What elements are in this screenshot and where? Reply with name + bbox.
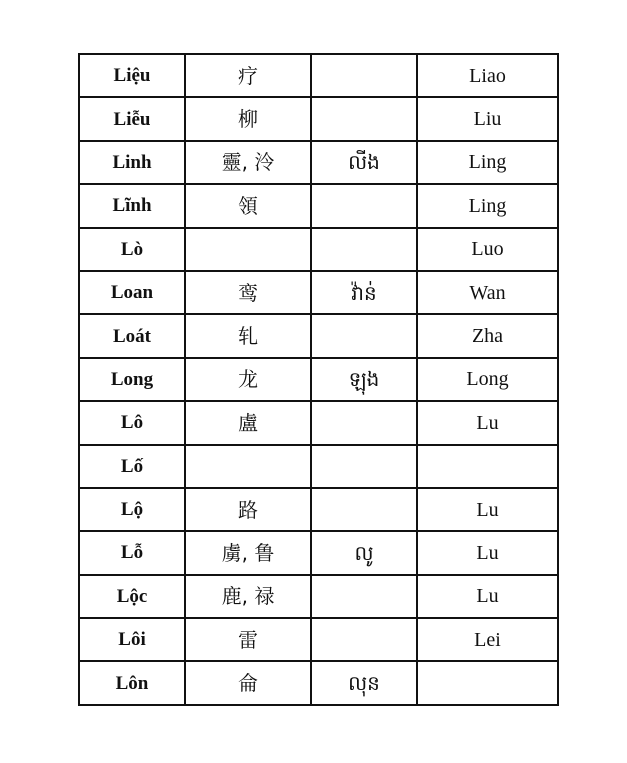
- table-body: [79, 54, 558, 705]
- table-row: [79, 358, 558, 401]
- khmer-cell: [311, 228, 417, 271]
- vietnamese-cell: Lố: [79, 445, 185, 488]
- chinese-cell: 鸾: [185, 271, 311, 314]
- chinese-cell: 路: [185, 488, 311, 531]
- khmer-cell: [311, 488, 417, 531]
- table-row: [79, 531, 558, 574]
- chinese-cell: [185, 228, 311, 271]
- chinese-cell: 柳: [185, 97, 311, 140]
- table-row: [79, 271, 558, 314]
- pinyin-cell: Long: [417, 358, 558, 401]
- vietnamese-cell: Lô: [79, 401, 185, 444]
- khmer-cell: វ៉ាន់: [311, 271, 417, 314]
- vietnamese-cell: Liễu: [79, 97, 185, 140]
- chinese-cell: 鹿, 禄: [185, 575, 311, 618]
- khmer-cell: [311, 54, 417, 97]
- transliteration-table: [78, 53, 559, 706]
- chinese-cell: [185, 445, 311, 488]
- pinyin-cell: Luo: [417, 228, 558, 271]
- pinyin-cell: Lei: [417, 618, 558, 661]
- chinese-cell: 疗: [185, 54, 311, 97]
- chinese-cell: 領: [185, 184, 311, 227]
- pinyin-cell: Lu: [417, 575, 558, 618]
- vietnamese-cell: Lộ: [79, 488, 185, 531]
- vietnamese-cell: Linh: [79, 141, 185, 184]
- khmer-cell: [311, 314, 417, 357]
- table-row: [79, 488, 558, 531]
- chinese-cell: 雷: [185, 618, 311, 661]
- vietnamese-cell: Lĩnh: [79, 184, 185, 227]
- table-row: [79, 141, 558, 184]
- table-row: [79, 661, 558, 705]
- table-row: [79, 314, 558, 357]
- chinese-cell: 龙: [185, 358, 311, 401]
- vietnamese-cell: Lôi: [79, 618, 185, 661]
- chinese-cell: 轧: [185, 314, 311, 357]
- khmer-cell: [311, 575, 417, 618]
- pinyin-cell: [417, 445, 558, 488]
- table-container: [78, 53, 555, 706]
- khmer-cell: លុន: [311, 661, 417, 705]
- chinese-cell: 侖: [185, 661, 311, 705]
- vietnamese-cell: Loan: [79, 271, 185, 314]
- pinyin-cell: Wan: [417, 271, 558, 314]
- khmer-cell: ឡុង: [311, 358, 417, 401]
- pinyin-cell: Zha: [417, 314, 558, 357]
- pinyin-cell: Ling: [417, 141, 558, 184]
- vietnamese-cell: Long: [79, 358, 185, 401]
- pinyin-cell: Liao: [417, 54, 558, 97]
- vietnamese-cell: Liệu: [79, 54, 185, 97]
- vietnamese-cell: Lôn: [79, 661, 185, 705]
- vietnamese-cell: Lỗ: [79, 531, 185, 574]
- chinese-cell: 盧: [185, 401, 311, 444]
- khmer-cell: លូ: [311, 531, 417, 574]
- table-row: [79, 54, 558, 97]
- table-row: [79, 97, 558, 140]
- khmer-cell: [311, 97, 417, 140]
- chinese-cell: 虜, 鲁: [185, 531, 311, 574]
- table-row: [79, 184, 558, 227]
- vietnamese-cell: Lộc: [79, 575, 185, 618]
- pinyin-cell: Lu: [417, 401, 558, 444]
- khmer-cell: លីង: [311, 141, 417, 184]
- vietnamese-cell: Loát: [79, 314, 185, 357]
- table-row: [79, 401, 558, 444]
- table-row: [79, 618, 558, 661]
- table-row: [79, 228, 558, 271]
- khmer-cell: [311, 618, 417, 661]
- vietnamese-cell: Lò: [79, 228, 185, 271]
- khmer-cell: [311, 184, 417, 227]
- pinyin-cell: Liu: [417, 97, 558, 140]
- pinyin-cell: [417, 661, 558, 705]
- pinyin-cell: Ling: [417, 184, 558, 227]
- khmer-cell: [311, 401, 417, 444]
- khmer-cell: [311, 445, 417, 488]
- table-row: [79, 445, 558, 488]
- pinyin-cell: Lu: [417, 531, 558, 574]
- chinese-cell: 靈, 泠: [185, 141, 311, 184]
- table-row: [79, 575, 558, 618]
- pinyin-cell: Lu: [417, 488, 558, 531]
